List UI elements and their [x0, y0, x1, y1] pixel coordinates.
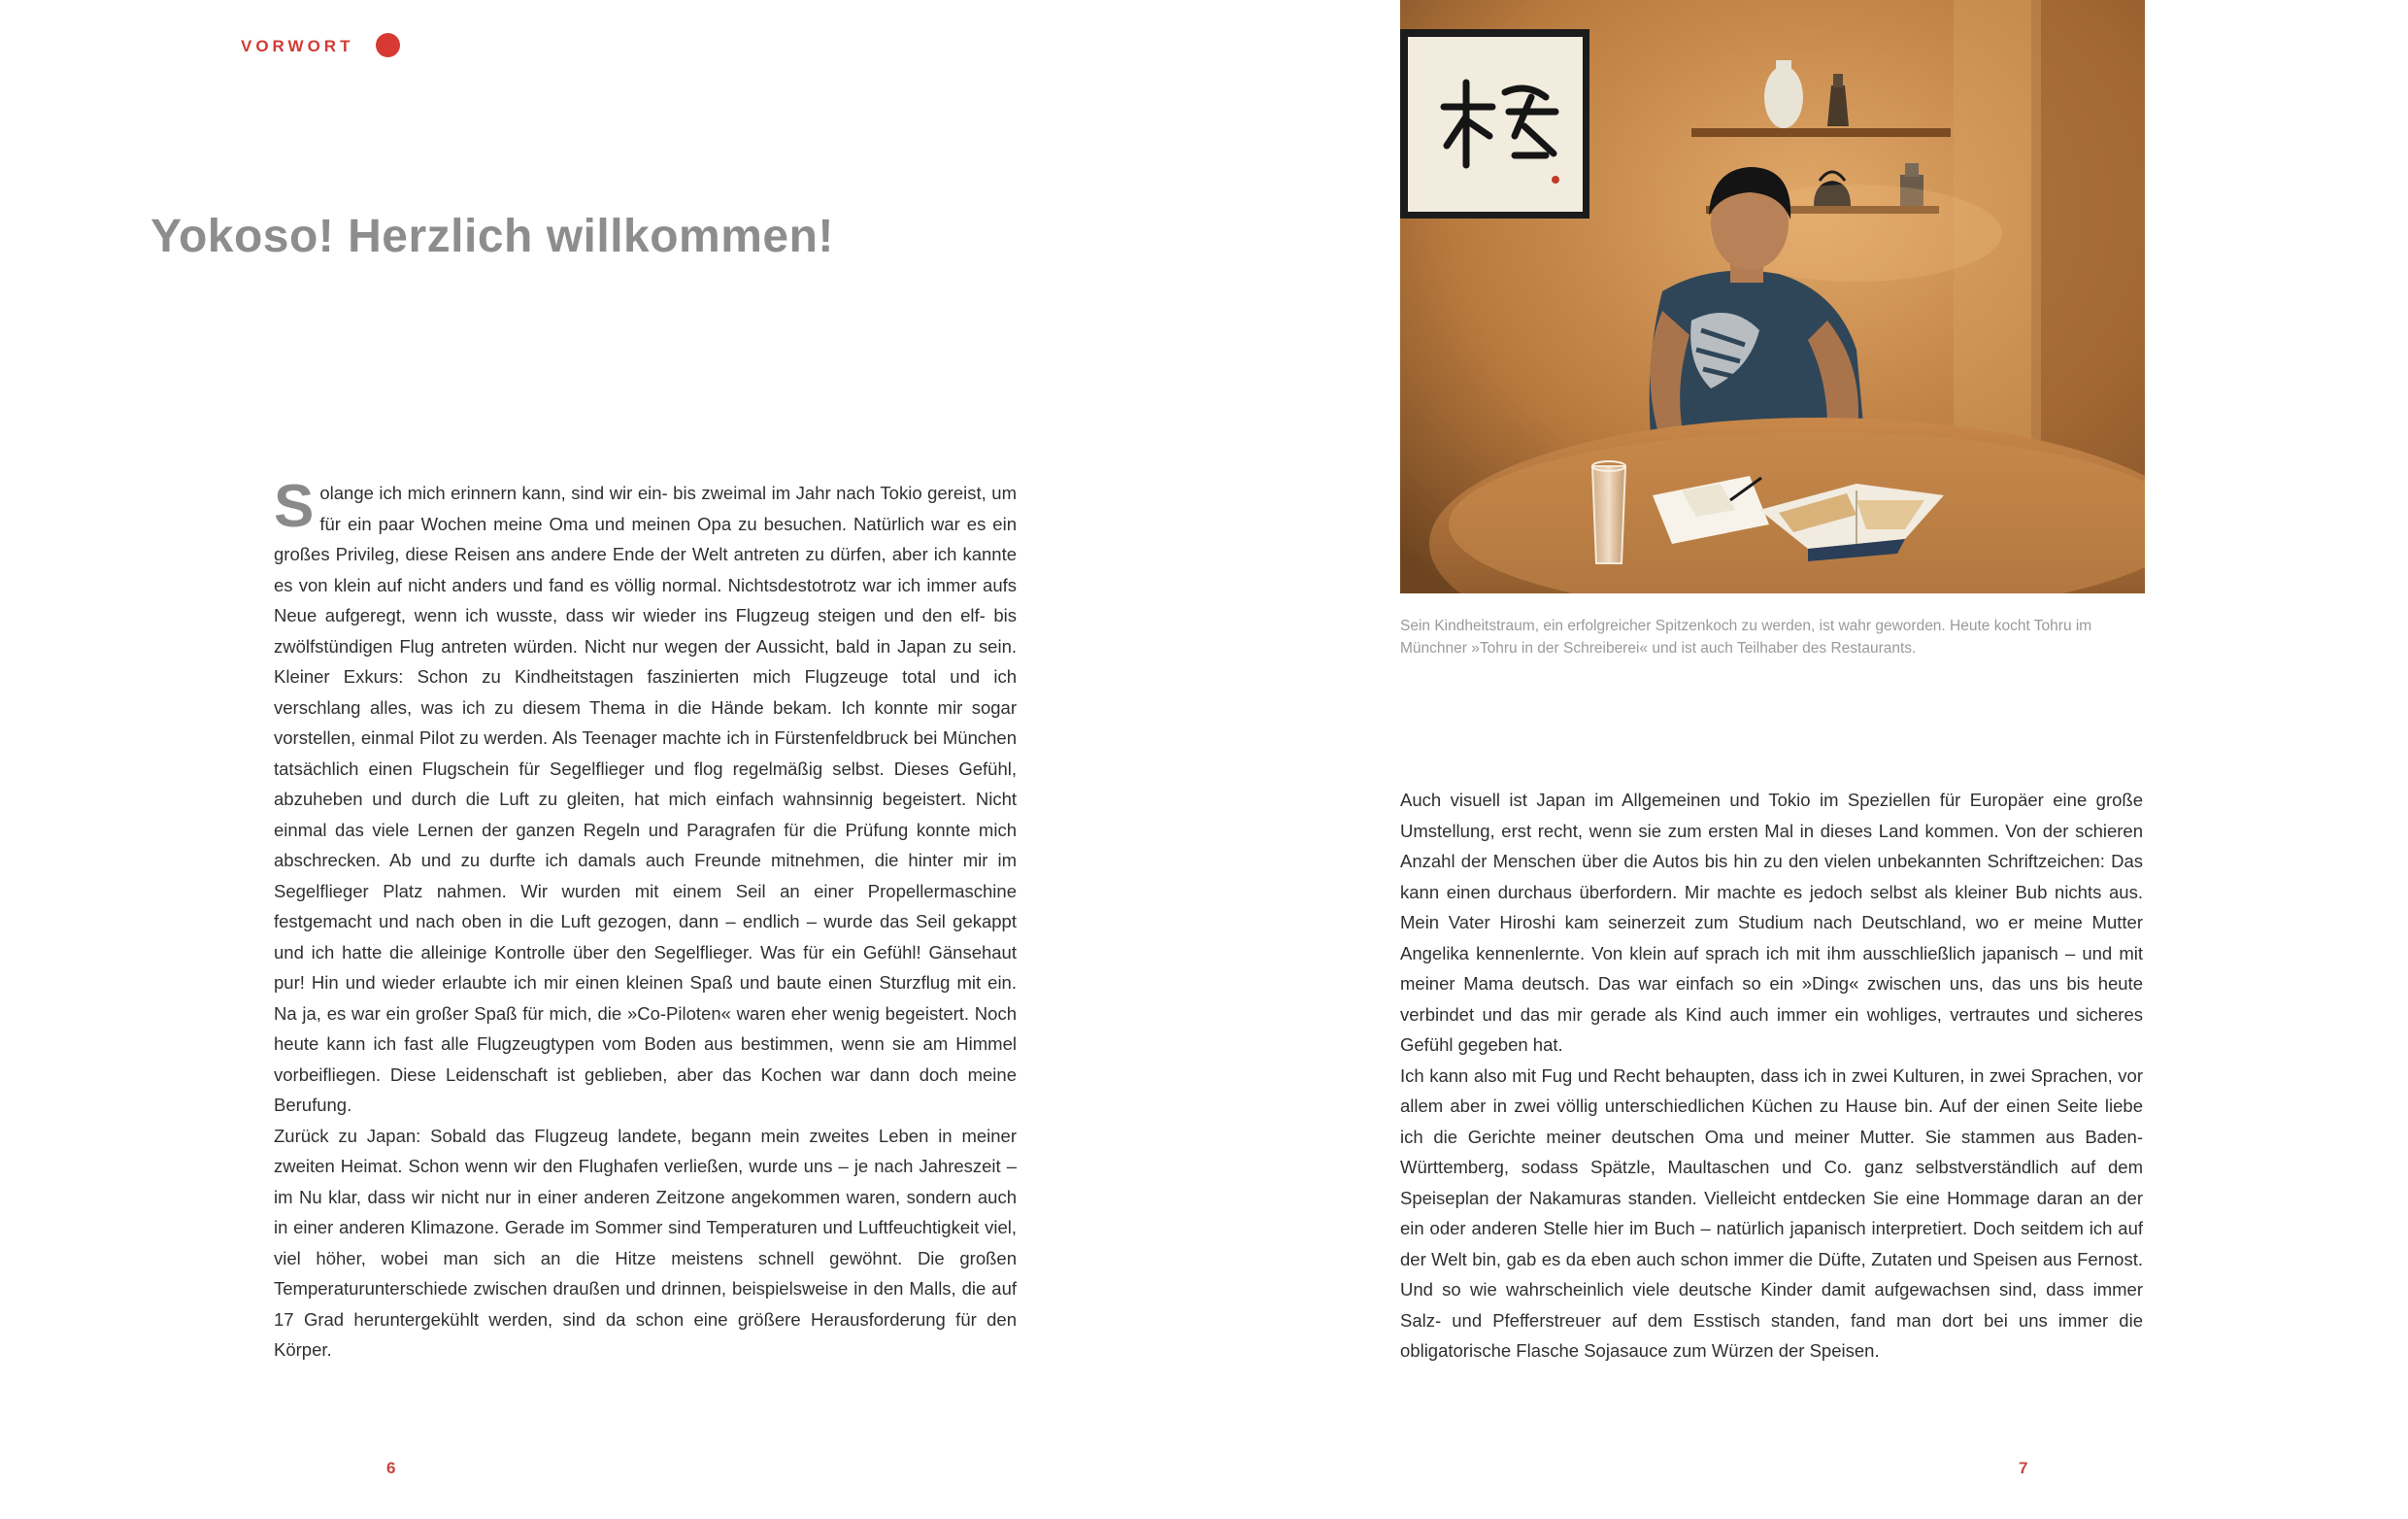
- body-paragraph: Zurück zu Japan: Sobald das Flugzeug landete, begann mein zweites Leben in meiner zweiten Heimat. Schon wenn wir den Flughafen verließen, wurde uns – je nach Jahreszeit – im Nu klar, dass wir nicht nur in einer anderen Zeitzone angekommen waren, sondern auch in einer anderen Klimazone. Gerade im Sommer sind Temperaturen und Luftfeuchtigkeit viel, viel höher, wobei man sich an die Hitze meistens schnell gewöhnt. Die großen Temperaturunterschiede zwischen draußen und drinnen, beispielsweise in den Malls, die auf 17 Grad heruntergekühlt werden, sind da schon eine größere Herausforderung für den Körper.: [274, 1125, 1017, 1360]
- body-paragraph: Ich kann also mit Fug und Recht behaupten, dass ich in zwei Kulturen, in zwei Sprachen, vor allem aber in zwei völlig unterschiedlichen Küchen zu Hause bin. Auf der einen Seite liebe ich die Gerichte meiner deutschen Oma und meiner Mutter. Sie stammen aus Baden-Württemberg, sodass Spätzle, Maultaschen und Co. ganz selbstverständlich auf dem Speiseplan der Nakamuras standen. Vielleicht entdecken Sie eine Hommage daran an der ein oder anderen Stelle hier im Buch – natürlich japanisch interpretiert. Doch seitdem ich auf der Welt bin, gab es da eben auch schon immer die Düfte, Zutaten und Speisen aus Fernost. Und so wie wahrscheinlich viele deutsche Kinder damit aufgewachsen sind, dass immer Salz- und Pfefferstreuer auf dem Esstisch standen, fand man dort bei uns immer die obligatorische Flasche Sojasauce zum Würzen der Speisen.: [1400, 1064, 2143, 1361]
- right-page: [1204, 0, 2408, 1519]
- page-title: Yokoso! Herzlich willkommen!: [150, 211, 834, 262]
- body-paragraph: [274, 473, 1017, 1121]
- right-body-text: [1400, 785, 2143, 1367]
- red-dot-icon: [376, 33, 400, 57]
- section-label: VORWORT: [241, 37, 354, 55]
- page-number-left: 6: [386, 1459, 396, 1477]
- drop-cap: S: [274, 473, 315, 540]
- photo-caption: Sein Kindheitstraum, ein erfolgreicher Spitzenkoch zu werden, ist wahr geworden. Heute kocht Tohru im Münchner »Tohru in der Schreiberei« und ist auch Teilhaber des Restaurants.: [1400, 618, 2092, 657]
- chef-photo: [1400, 0, 2145, 593]
- body-paragraph: Auch visuell ist Japan im Allgemeinen und Tokio im Speziellen für Europäer eine große Umstellung, erst recht, wenn sie zum ersten Mal in dieses Land kommen. Von der schieren Anzahl der Menschen über die Autos bis hin zu den vielen unbekannten Schriftzeichen: Das kann einen durchaus überfordern. Mir machte es jedoch selbst als kleiner Bub nichts aus. Mein Vater Hiroshi kam seinerzeit zum Studium nach Deutschland, wo er meine Mutter Angelika kennenlernte. Von klein auf sprach ich mit ihm ausschließlich japanisch – und mit meiner Mama deutsch. Das war einfach so ein »Ding« zwischen uns, das uns bis heute verbindet und das mir gerade als Kind auch immer ein wohliges, vertrautes und sicheres Gefühl gegeben hat.: [1400, 790, 2143, 1055]
- page-number-right: 7: [2019, 1459, 2028, 1477]
- paragraph-text: olange ich mich erinnern kann, sind wir ein- bis zweimal im Jahr nach Tokio gereist, um für ein paar Wochen meine Oma und meinen Opa zu besuchen. Natürlich war es ein großes Privileg, diese Reisen ans andere Ende der Welt antreten zu dürfen, aber ich kannte es von klein auf nicht anders und fand es völlig normal. Nichtsdestotrotz war ich immer aufs Neue aufgeregt, wenn ich wusste, dass wir wieder ins Flugzeug steigen und den elf- bis zwölfstündigen Flug antreten würden. Nicht nur wegen der Aussicht, bald in Japan zu sein. Kleiner Exkurs: Schon zu Kindheitstagen faszinierten mich Flugzeuge total und ich verschlang alles, was ich zu diesem Thema in die Hände bekam. Ich konnte mir sogar vorstellen, einmal Pilot zu werden. Als Teenager machte ich in Fürstenfeldbruck bei München tatsächlich einen Flugschein für Segelflieger und flog regelmäßig selbst. Dieses Gefühl, abzuheben und durch die Luft zu gleiten, hat mich einfach wahnsinnig begeistert. Nicht einmal das viele Lernen der ganzen Regeln und Paragrafen für die Prüfung konnte mich abschrecken. Ab und zu durfte ich damals auch Freunde mitnehmen, die hinter mir im Segelflieger Platz nahmen. Wir wurden mit einem Seil an einer Propellermaschine festgemacht und nach oben in die Luft gezogen, dann – endlich – wurde das Seil gekappt und ich hatte die alleinige Kontrolle über den Segelflieger. Was für ein Gefühl! Gänsehaut pur! Hin und wieder erlaubte ich mir einen kleinen Spaß und baute einen Sturzflug mit ein. Na ja, es war ein großer Spaß für mich, die »Co-Piloten« waren eher wenig begeistert. Noch heute kann ich fast alle Flugzeugtypen vom Boden aus bestimmen, wenn sie am Himmel vorbeifliegen. Diese Leidenschaft ist geblieben, aber das Kochen war dann doch meine Berufung.: [274, 483, 1017, 1115]
- left-body-text: [274, 473, 1017, 1366]
